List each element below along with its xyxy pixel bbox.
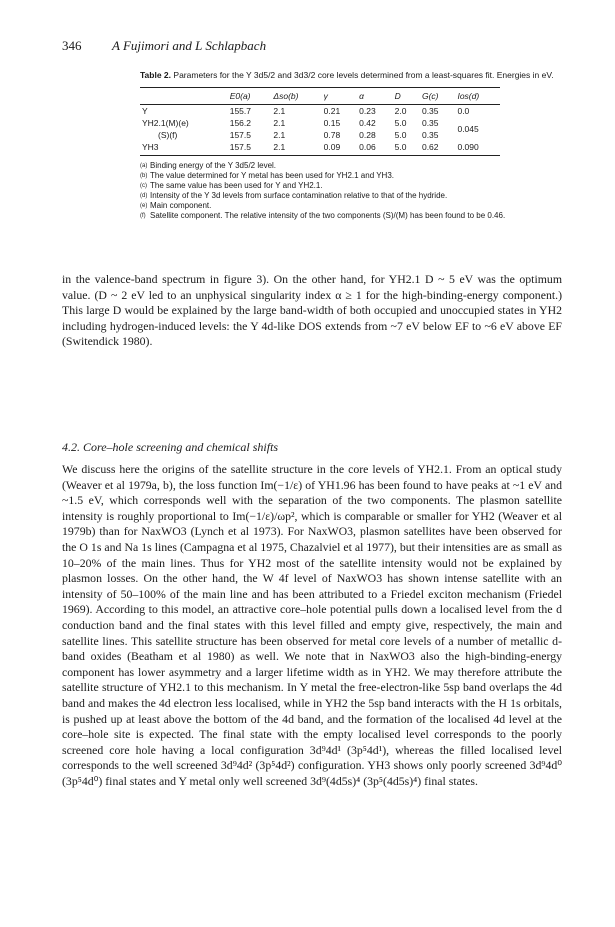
footnote-text: The value determined for Y metal has been used for YH2.1 and YH3. xyxy=(150,171,395,180)
footnote xyxy=(140,181,570,191)
cell-e0: 157.5 xyxy=(228,141,272,156)
cell-ios: 0.090 xyxy=(455,141,500,156)
col-header: γ xyxy=(322,88,358,105)
table-2 xyxy=(140,70,570,221)
footnote-text: Intensity of the Y 3d levels from surface contamination relative to that of the hydride. xyxy=(150,191,448,200)
cell-gamma: 0.78 xyxy=(323,130,341,140)
cell-e0: 155.7 xyxy=(229,106,251,116)
cell-alpha: 0.28 xyxy=(359,130,376,140)
cell-d: 2.0 xyxy=(394,106,407,116)
footnote-mark: (f) xyxy=(140,213,146,219)
footnote xyxy=(140,161,570,171)
row-label: YH2.1(M)(e) xyxy=(142,118,189,128)
cell-ios: 0.0 xyxy=(457,106,470,116)
cell-gamma: 0.09 xyxy=(322,141,358,156)
cell-d: 5.0 xyxy=(394,118,407,128)
table-footnotes xyxy=(140,161,570,221)
table-row xyxy=(140,117,500,129)
cell-g: 0.62 xyxy=(420,141,456,156)
footnote-text: Satellite component. The relative intensity of the two components (S)/(M) has been found to be 0.46. xyxy=(150,211,506,220)
cell-gamma: 0.21 xyxy=(323,106,341,116)
col-header: Ios(d) xyxy=(455,88,500,105)
cell-g: 0.35 xyxy=(421,118,439,128)
cell-g: 0.35 xyxy=(421,106,439,116)
row-label: YH3 xyxy=(140,141,228,156)
table-row xyxy=(140,141,500,156)
cell-g: 0.35 xyxy=(421,130,439,140)
table-row xyxy=(140,129,500,141)
footnote xyxy=(140,191,570,201)
running-title: A Fujimori and L Schlapbach xyxy=(112,38,267,53)
footnote-mark: (c) xyxy=(140,183,147,189)
col-header xyxy=(140,88,228,105)
footnote-mark: (b) xyxy=(140,173,148,179)
cell-dso: 2.1 xyxy=(273,130,286,140)
footnote xyxy=(140,211,570,221)
footnote-text: Binding energy of the Y 3d5/2 level. xyxy=(150,161,277,170)
cell-dso: 2.1 xyxy=(271,141,321,156)
footnote xyxy=(140,201,570,211)
footnote-mark: (d) xyxy=(140,193,148,199)
cell-dso: 2.1 xyxy=(273,118,286,128)
table-header-row xyxy=(140,88,500,105)
cell-e0: 156.2 xyxy=(229,118,251,128)
paragraph-text: We discuss here the origins of the satellite structure in the core levels of YH2.1. From an optical study (Weaver et al 1979a, b), the loss function Im(−1/ε) of YH1.96 has been found to have peaks at ~1 eV and ~1.5 eV, which corresponds well with the separation of the two components. The plasmon satellite intensity is roughly proportional to Im(−1/ε)/ωp², which is comparable or smaller for YH2 (Weaver et al 1979b) than for NaxWO3 (Lynch et al 1973). For NaxWO3, plasmon satellites have been observed for the O 1s and Na 1s lines (Campagna et al 1975, Chazalviel et al 1977), but their intensities are as small as 10–20% of the main lines. Thus for YH2 most of the satellite intensity would not be explained by plasmon losses. On the other hand, the W 4f level of NaxWO3 has shown intense satellite with an intensity of 50–100% of the main line and has been attributed to a Friedel exciton mechanism (Friedel 1969). According to this model, an attractive core–hole potential pulls down a localised level from the d conduction band and the final states with this level filled and empty give, respectively, the main and satellite lines. This satellite structure has been observed for metal core levels of a number of metallic d-band oxides (Beatham et al 1980) as well. We note that in NaxWO3 also the high-binding-energy component has lower asymmetry and a larger lifetime width as in YH2. We may therefore attribute the satellite structure of YH2.1 to this mechanism. In Y metal the free-electron-like 5sp band overlaps the 4d band and makes the 4d electron less localised, while in YH2 the 5sp band interacts with the H 1s orbitals, is pushed up at least above the bottom of the 4d band, and the formation of the localised 4d level at the core–hole site is expected. The final state with the empty localised level corresponds to the poorly screened core hole having a local configuration 3d⁹4d¹ (3p⁵4d¹), whereas the filled localised level corresponds to the well screened 3d⁹4d² (3p⁵4d²) configuration. YH3 shows only poorly screened 3d⁹4d⁰ (3p⁵4d⁰) final states and Y metal only well screened 3d⁹(4d5s)⁴ (3p⁵(4d5s)⁴) final states. xyxy=(62,462,562,788)
footnote-mark: (e) xyxy=(140,203,148,209)
cell-alpha: 0.42 xyxy=(359,118,376,128)
cell-d: 5.0 xyxy=(393,141,420,156)
cell-alpha: 0.23 xyxy=(359,106,376,116)
cell-d: 5.0 xyxy=(394,130,407,140)
col-header: Δso(b) xyxy=(271,88,321,105)
row-label: (S)(f) xyxy=(158,130,178,140)
row-label: Y xyxy=(142,106,148,116)
table-caption xyxy=(140,70,570,81)
col-header: E0(a) xyxy=(228,88,272,105)
section-heading: 4.2. Core–hole screening and chemical shifts xyxy=(62,440,279,454)
cell-gamma: 0.15 xyxy=(323,118,341,128)
cell-ios-shared: 0.045 xyxy=(457,124,479,134)
table-caption-label: Table 2. xyxy=(140,70,172,80)
parameters-table xyxy=(140,87,500,156)
col-header: α xyxy=(357,88,393,105)
cell-dso: 2.1 xyxy=(273,106,286,116)
col-header: D xyxy=(393,88,420,105)
footnote-mark: (a) xyxy=(140,163,148,169)
footnote-text: Main component. xyxy=(150,201,212,210)
table-caption-text: Parameters for the Y 3d5/2 and 3d3/2 core levels determined from a least-squares fit. Energies in eV. xyxy=(173,70,554,80)
table-row xyxy=(140,105,500,118)
page-number: 346 xyxy=(62,38,82,53)
paragraph-core-hole-screening xyxy=(62,462,562,789)
col-header: G(c) xyxy=(420,88,456,105)
footnote xyxy=(140,171,570,181)
footnote-text: The same value has been used for Y and YH2.1. xyxy=(150,181,323,190)
paragraph-valence-band: in the valence-band spectrum in figure 3). On the other hand, for YH2.1 D ~ 5 eV was the optimum value. (D ~ 2 eV led to an unphysical singularity index α ≥ 1 for the high-binding-energy component.) This large D would be explained by the large band-width of both occupied and unoccupied states in YH2 including hydrogen-induced levels: the Y 4d-like DOS extends from ~7 eV below EF to ~6 eV above EF (Switendick 1980). xyxy=(62,272,562,349)
cell-alpha: 0.06 xyxy=(357,141,393,156)
cell-e0: 157.5 xyxy=(229,130,251,140)
